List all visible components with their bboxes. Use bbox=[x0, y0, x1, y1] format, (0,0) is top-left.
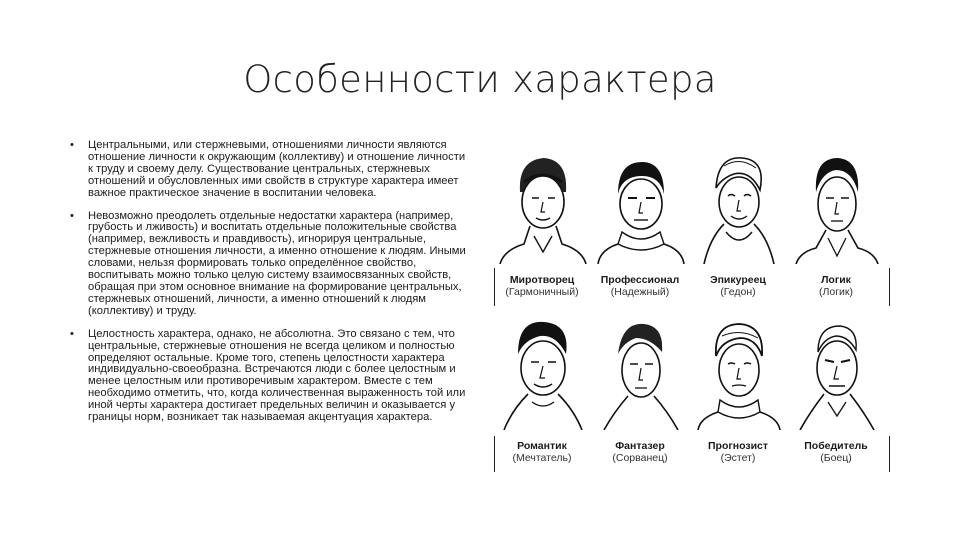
caption bbox=[690, 274, 786, 298]
bullet-dot: • bbox=[70, 139, 74, 151]
bullet-dot: • bbox=[70, 209, 74, 222]
caption bbox=[788, 440, 884, 464]
type-name: Романтик bbox=[517, 440, 567, 452]
face-sketch-icon bbox=[690, 152, 786, 264]
bullet-text: Центральными, или стержневыми, отношениями личности являются отношение личности к окружающим (коллективу) и отношение личности к труду и своему делу. Существование центральных, стержневых отношений и обусловленных ими свойств в структуре характера имеет важное практическое значение в воспитании человека. bbox=[88, 139, 466, 199]
portrait-peacemaker bbox=[494, 152, 590, 264]
portrait-professional bbox=[592, 152, 688, 264]
bullet-item bbox=[70, 329, 470, 424]
type-subtitle: (Мечтатель) bbox=[512, 452, 572, 464]
type-name: Профессионал bbox=[600, 274, 680, 286]
caption bbox=[592, 440, 688, 464]
portrait-forecaster bbox=[690, 318, 786, 430]
character-types-illustration bbox=[486, 150, 896, 480]
bullet-dot: • bbox=[70, 327, 74, 340]
type-subtitle: (Гедон) bbox=[720, 286, 756, 298]
caption bbox=[690, 440, 786, 464]
type-subtitle: (Боец) bbox=[820, 452, 852, 464]
portrait-dreamer bbox=[592, 318, 688, 430]
type-subtitle: (Гармоничный) bbox=[505, 286, 579, 298]
face-sketch-icon bbox=[788, 152, 884, 264]
face-sketch-icon bbox=[592, 318, 688, 430]
bullet-text: Невозможно преодолеть отдельные недостатки характера (например, грубость и лживость) и воспитать отдельные положительные свойства (например, вежливость и правдивость), игнорируя центральные, стержневые отношения личности, а именно отношение к людям. Иными словами, нельзя формировать только определённое свойство, воспитывать можно только целую систему взаимосвязанных свойств, обращая при этом основное внимание на формирование центральных, стержневых отношений, личности, а именно отношений к людям (коллективу) и труду. bbox=[88, 209, 466, 317]
bullet-item bbox=[70, 140, 470, 200]
face-sketch-icon bbox=[494, 152, 590, 264]
face-sketch-icon bbox=[788, 318, 884, 430]
type-name: Победитель bbox=[804, 440, 868, 452]
type-subtitle: (Сорванец) bbox=[612, 452, 668, 464]
type-name: Фантазер bbox=[615, 440, 665, 452]
portrait-epicurean bbox=[690, 152, 786, 264]
type-name: Эпикуреец bbox=[710, 274, 766, 286]
bullet-text: Целостность характера, однако, не абсолютна. Это связано с тем, что центральные, стержневые отношения не всегда целиком и полностью определяют остальные. Кроме того, степень целостности характера индивидуально-своеобразна. Встречаются люди с более целостным и менее целостным или противоречивым характером. Вместе с тем необходимо отметить, что, когда количественная выраженность той или иной черты характера достигает предельных величин и оказывается у границы норм, возникает так называемая акцентуация характера. bbox=[88, 327, 466, 424]
type-name: Миротворец bbox=[509, 274, 575, 286]
face-sketch-icon bbox=[494, 318, 590, 430]
slide-title: Особенности характера bbox=[243, 58, 717, 101]
type-name: Прогнозист bbox=[707, 440, 769, 452]
type-name: Логик bbox=[821, 274, 851, 286]
portrait-romantic bbox=[494, 318, 590, 430]
caption bbox=[788, 274, 884, 298]
bullet-list bbox=[70, 140, 470, 435]
caption bbox=[494, 274, 590, 298]
bullet-item bbox=[70, 211, 470, 318]
type-subtitle: (Надежный) bbox=[610, 286, 670, 298]
face-sketch-icon bbox=[690, 318, 786, 430]
portrait-logician bbox=[788, 152, 884, 264]
caption bbox=[592, 274, 688, 298]
face-sketch-icon bbox=[592, 152, 688, 264]
type-subtitle: (Логик) bbox=[818, 286, 853, 298]
type-subtitle: (Эстет) bbox=[720, 452, 756, 464]
caption bbox=[494, 440, 590, 464]
portrait-winner bbox=[788, 318, 884, 430]
